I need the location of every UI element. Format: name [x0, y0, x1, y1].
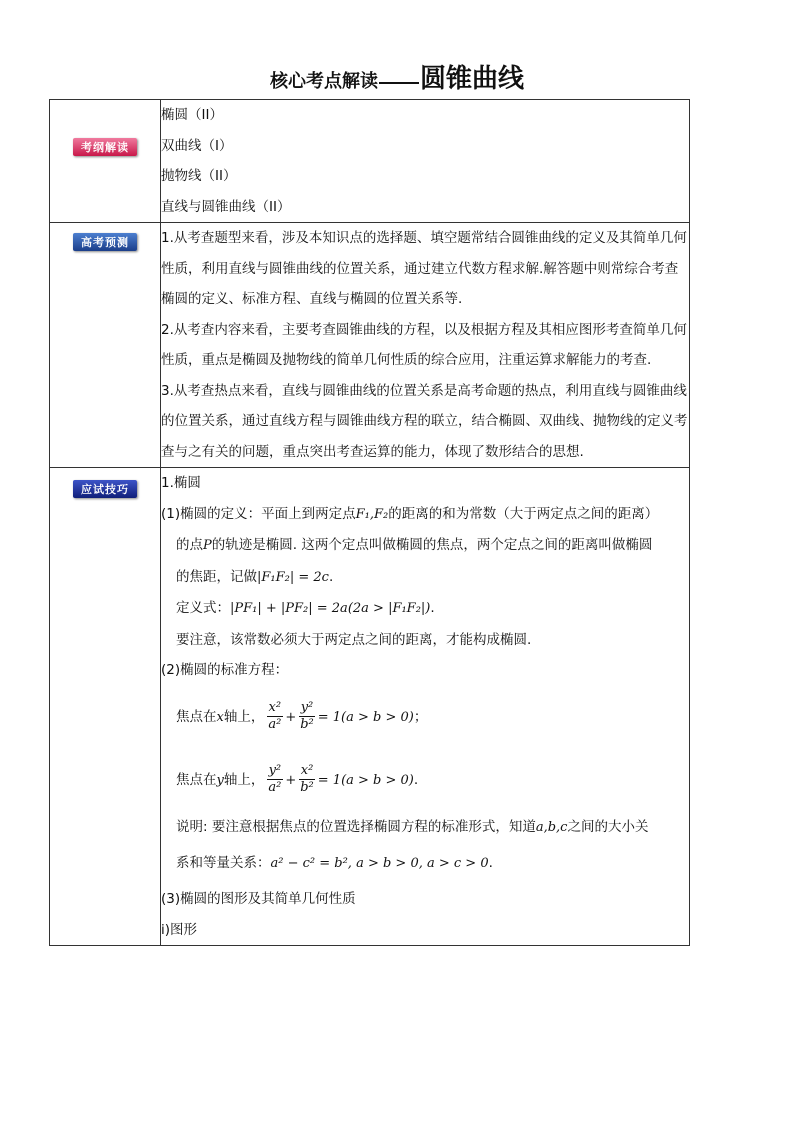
- title-dash: [379, 82, 419, 84]
- page-title: [0, 58, 794, 95]
- denominator: a²: [268, 717, 282, 732]
- punctuation: .: [328, 568, 334, 585]
- equation-label: 焦点在: [176, 771, 217, 788]
- denominator: b²: [300, 717, 314, 732]
- badge-forecast: 高考预测: [73, 233, 137, 251]
- definition-text: 的点: [176, 537, 203, 553]
- relation-equation: a² − c² = b², a > b > 0, a > c > 0: [270, 856, 489, 871]
- definition-text: 的轨迹是椭圆. 这两个定点叫做椭圆的焦点，两个定点之间的距离叫做椭圆: [211, 537, 653, 553]
- graph-label: i)图形: [161, 921, 198, 938]
- y-axis-equation: 焦点在y轴上， $\frac{\text{y²}}{\text{a²}}$ + $\frac{\text{x²}}{\text{b²}}$ = 1(a > b > 0).: [176, 763, 419, 795]
- punctuation: .: [488, 855, 493, 871]
- content-table: [49, 99, 690, 946]
- definition-text: (1)椭圆的定义：平面上到两定点: [161, 505, 356, 522]
- side-cell-skills: [50, 468, 161, 946]
- denominator: a²: [268, 780, 282, 795]
- foci-symbols: F₁,F₂: [355, 506, 389, 522]
- note-line: 要注意，该常数必须大于两定点之间的距离，才能构成椭圆.: [176, 631, 532, 648]
- explanation-text: 之间的大小关: [567, 818, 649, 835]
- forecast-paragraph: 1.从考查题型来看，涉及本知识点的选择题、填空题常结合圆锥曲线的定义及其简单几何性质，利用直线与圆锥曲线的位置关系，通过建立代数方程求解.解答题中则常综合考查椭圆的定义、标准方程、直线与椭圆的位置关系等.: [161, 230, 687, 307]
- syllabus-item: 直线与圆锥曲线（II）: [161, 198, 291, 215]
- definition-formula-line: [161, 593, 689, 625]
- syllabus-item: 双曲线（I）: [161, 137, 233, 154]
- fraction-y2-b2: [298, 700, 316, 733]
- numerator: y²: [268, 763, 282, 778]
- numerator: x²: [268, 700, 282, 715]
- row-skills: [50, 468, 690, 946]
- row-syllabus: [50, 100, 690, 223]
- ellipse-definition: [161, 499, 689, 531]
- x-variable: x: [216, 709, 224, 725]
- ellipse-definition-cont: [161, 530, 689, 562]
- definition-formula: |PF₁| + |PF₂| = 2a(2a > |F₁F₂|): [230, 601, 431, 616]
- title-topic: 圆锥曲线: [419, 64, 524, 94]
- equation-tail: = 1(a > b > 0): [317, 709, 414, 725]
- row-forecast: [50, 223, 690, 468]
- fraction-x2-b2: [298, 763, 316, 796]
- syllabus-item: 抛物线（II）: [161, 168, 237, 184]
- denominator: b²: [300, 780, 314, 795]
- numerator: y²: [300, 700, 314, 715]
- syllabus-item: 椭圆（II）: [161, 107, 223, 123]
- equation-label: 轴上，: [223, 771, 265, 788]
- properties-title: (3)椭圆的图形及其简单几何性质: [161, 891, 356, 907]
- side-cell-forecast: [50, 223, 161, 468]
- skills-heading: 1.椭圆: [161, 475, 201, 491]
- fraction-x2-a2: [266, 700, 283, 733]
- title-prefix: 核心考点解读: [269, 71, 378, 92]
- equation-label: 轴上，: [223, 708, 265, 725]
- formula-label: 定义式：: [176, 600, 230, 616]
- punctuation: ；: [413, 708, 428, 725]
- forecast-paragraph: 2.从考查内容来看，主要考查圆锥曲线的方程，以及根据方程及其相应图形考查简单几何性质，重点是椭圆及抛物线的简单几何性质的综合应用，注重运算求解能力的考查.: [161, 321, 687, 368]
- focal-distance-line: [161, 562, 689, 594]
- explanation-text: 系和等量关系：: [176, 855, 271, 871]
- numerator: x²: [300, 763, 314, 778]
- variables-abc: a,b,c: [535, 819, 568, 835]
- forecast-cell: [161, 223, 690, 468]
- skills-cell: [161, 468, 690, 946]
- punctuation: .: [413, 771, 419, 788]
- point-symbol: P: [203, 538, 212, 553]
- explanation-line-cont: [161, 843, 689, 884]
- fraction-y2-a2: [266, 763, 283, 796]
- standard-equation-title: (2)椭圆的标准方程：: [161, 662, 289, 678]
- definition-text: 的焦距，记做: [176, 568, 257, 585]
- badge-syllabus: 考纲解读: [73, 138, 137, 156]
- equation-tail: = 1(a > b > 0): [317, 772, 414, 788]
- forecast-paragraph: 3.从考查热点来看，直线与圆锥曲线的位置关系是高考命题的热点，利用直线与圆锥曲线的位置关系，通过直线方程与圆锥曲线方程的联立，结合椭圆、双曲线、抛物线的定义考查与之有关的问题，重点突出考查运算的能力，体现了数形结合的思想.: [161, 382, 688, 460]
- x-axis-equation: 焦点在x轴上， $\frac{\text{x²}}{\text{a²}}$ + $\frac{\text{y²}}{\text{b²}}$ = 1(a > b > 0)；: [176, 700, 428, 732]
- explanation-line: [161, 812, 689, 844]
- focal-distance-formula: |F₁F₂| = 2c: [257, 569, 329, 585]
- explanation-text: 说明: 要注意根据焦点的位置选择椭圆方程的标准形式，知道: [176, 818, 536, 835]
- side-cell-syllabus: [50, 100, 161, 223]
- punctuation: .: [430, 600, 435, 616]
- syllabus-cell: [161, 100, 690, 223]
- equation-label: 焦点在: [176, 708, 217, 725]
- badge-skills: 应试技巧: [73, 480, 137, 498]
- y-variable: y: [216, 772, 224, 788]
- definition-text: 的距离的和为常数（大于两定点之间的距离）: [388, 505, 659, 522]
